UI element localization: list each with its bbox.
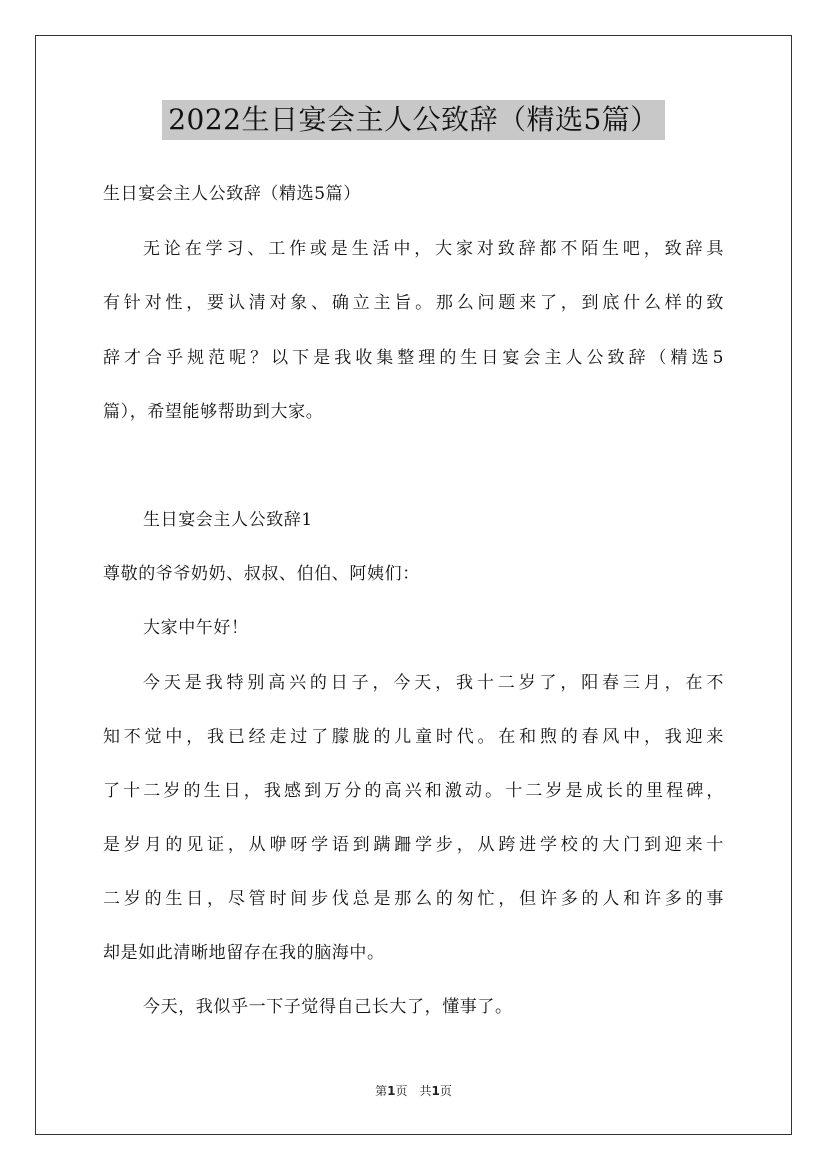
title-container — [0, 100, 827, 140]
greeting: 大家中午好！ — [143, 618, 249, 638]
para1-line-6: 却是如此清晰地留存在我的脑海中。 — [103, 943, 385, 963]
total-prefix: 共 — [419, 1084, 432, 1098]
intro-line-2: 有针对性，要认清对象、确立主旨。那么问题来了，到底什么样的致 — [103, 293, 724, 313]
intro-line-3: 辞才合乎规范呢？以下是我收集整理的生日宴会主人公致辞（精选5 — [103, 348, 724, 368]
total-number: 1 — [431, 1084, 440, 1098]
total-suffix: 页 — [439, 1084, 452, 1098]
para2: 今天，我似乎一下子觉得自己长大了，懂事了。 — [143, 997, 513, 1017]
para1-line-3: 了十二岁的生日，我感到万分的高兴和激动。十二岁是成长的里程碑， — [103, 781, 724, 801]
document-subtitle: 生日宴会主人公致辞（精选5篇） — [103, 184, 361, 204]
intro-line-1: 无论在学习、工作或是生活中，大家对致辞都不陌生吧，致辞具 — [143, 239, 724, 259]
salutation: 尊敬的爷爷奶奶、叔叔、伯伯、阿姨们： — [103, 564, 420, 584]
section-heading: 生日宴会主人公致辞1 — [143, 510, 313, 530]
intro-line-4: 篇），希望能够帮助到大家。 — [103, 402, 324, 422]
para1-line-5: 二岁的生日，尽管时间步伐总是那么的匆忙，但许多的人和许多的事 — [103, 889, 724, 909]
page-footer — [0, 1083, 827, 1099]
document-title: 2022生日宴会主人公致辞（精选5篇） — [162, 100, 665, 140]
page-suffix: 页 — [395, 1084, 408, 1098]
para1-line-2: 知不觉中，我已经走过了朦胧的儿童时代。在和煦的春风中，我迎来 — [103, 727, 724, 747]
page-number: 1 — [387, 1084, 396, 1098]
para1-line-1: 今天是我特别高兴的日子，今天，我十二岁了，阳春三月，在不 — [143, 673, 724, 693]
page-prefix: 第 — [375, 1084, 388, 1098]
para1-line-4: 是岁月的见证，从咿呀学语到蹒跚学步，从跨进学校的大门到迎来十 — [103, 835, 724, 855]
